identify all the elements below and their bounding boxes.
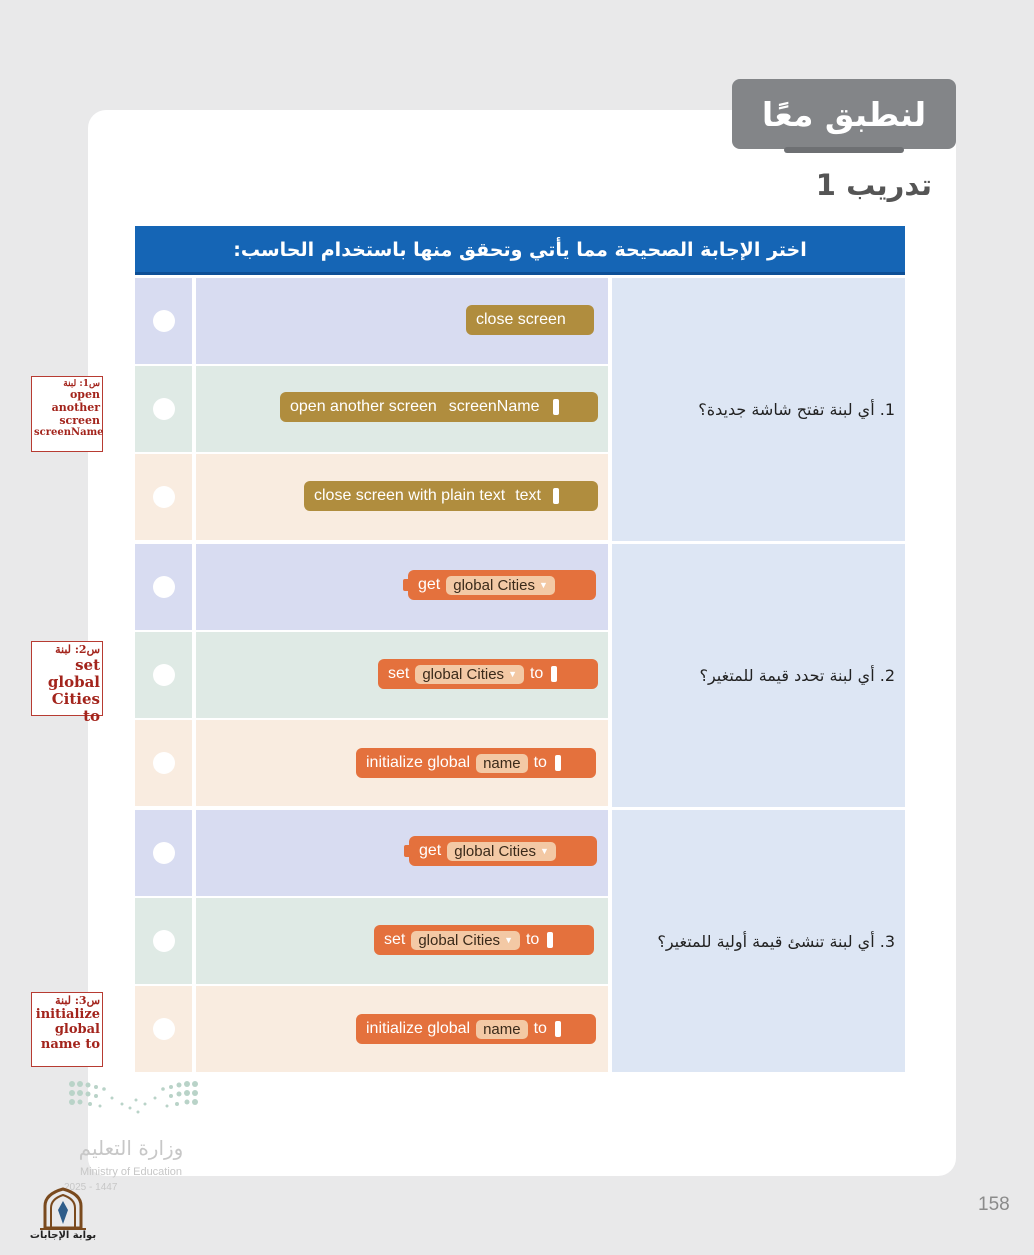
block-arg: screenName	[448, 398, 540, 415]
page-number: 158	[978, 1194, 1010, 1215]
q3-option-b-radio[interactable]	[135, 898, 192, 984]
ministry-logo	[60, 1078, 205, 1193]
note-line: Cities to	[51, 690, 100, 726]
q1-option-b	[196, 366, 608, 452]
dropdown-arrow-icon: ▼	[508, 669, 517, 679]
question-1-text: 1. أي لبنة تفتح شاشة جديدة؟	[698, 400, 895, 419]
note-line: name to	[40, 1036, 100, 1052]
variable-dropdown[interactable]	[447, 842, 556, 861]
socket-icon	[551, 666, 557, 682]
radio-circle[interactable]	[153, 310, 175, 332]
get-global-block	[408, 570, 596, 600]
socket-icon	[547, 932, 553, 948]
socket-icon	[553, 399, 559, 415]
get-global-block	[409, 836, 597, 866]
block-keyword: get	[419, 842, 442, 859]
variable-name: name	[483, 754, 521, 772]
portal-label: بوابة الإجابات	[29, 1230, 97, 1241]
q2-option-c	[196, 720, 608, 806]
set-global-block	[374, 925, 594, 955]
variable-name-field[interactable]	[476, 1020, 528, 1039]
note-line: another	[51, 400, 100, 414]
block-keyword: initialize global	[366, 1020, 471, 1037]
radio-circle[interactable]	[153, 486, 175, 508]
variable-name: name	[483, 1020, 521, 1038]
variable-dropdown[interactable]	[411, 931, 520, 950]
block-keyword: get	[418, 576, 441, 593]
note-line: open	[69, 388, 100, 402]
question-2-text: 2. أي لبنة تحدد قيمة للمتغير؟	[699, 666, 895, 685]
block-label: open another screen	[290, 398, 437, 415]
variable-dropdown[interactable]	[415, 665, 524, 684]
radio-circle[interactable]	[153, 576, 175, 598]
radio-circle[interactable]	[153, 752, 175, 774]
q3-option-a-radio[interactable]	[135, 810, 192, 896]
question-1-cell	[612, 278, 905, 541]
note-line: screen	[59, 413, 100, 427]
q3-option-c-radio[interactable]	[135, 986, 192, 1072]
note-line: initialize	[35, 1006, 100, 1022]
instruction-text: اختر الإجابة الصحيحة مما يأتي وتحقق منها باستخدام الحاسب:	[233, 239, 807, 261]
tab-underline	[784, 147, 904, 153]
q3-option-c	[196, 986, 608, 1072]
radio-circle[interactable]	[153, 1018, 175, 1040]
section-tab-label: لنطبق معًا	[761, 94, 927, 134]
q1-option-a-radio[interactable]	[135, 278, 192, 364]
initialize-global-block	[356, 1014, 596, 1044]
q3-option-b	[196, 898, 608, 984]
block-suffix: to	[533, 1020, 547, 1037]
portal-arch-icon	[28, 1186, 98, 1232]
q2-option-a	[196, 544, 608, 630]
q2-option-b	[196, 632, 608, 718]
socket-icon	[555, 755, 561, 771]
section-tab	[732, 79, 956, 149]
note-line: screenName	[34, 427, 104, 439]
q1-option-c	[196, 454, 608, 540]
q1-option-b-radio[interactable]	[135, 366, 192, 452]
initialize-global-block	[356, 748, 596, 778]
q2-option-b-radio[interactable]	[135, 632, 192, 718]
close-screen-block	[466, 305, 594, 335]
block-keyword: set	[388, 665, 410, 682]
instruction-header	[135, 226, 905, 274]
block-keyword: initialize global	[366, 754, 471, 771]
question-3-cell	[612, 810, 905, 1072]
socket-icon	[555, 1021, 561, 1037]
q2-option-c-radio[interactable]	[135, 720, 192, 806]
variable-name: global Cities	[454, 842, 536, 860]
note-label: س1: لبنة	[63, 379, 100, 389]
ministry-name-arabic: وزارة التعليم	[78, 1136, 184, 1160]
block-label: close screen with plain text	[314, 487, 506, 504]
open-another-screen-block	[280, 392, 598, 422]
note-label: س3: لبنة	[55, 994, 100, 1007]
variable-name: global Cities	[422, 665, 505, 683]
answer-note-1	[31, 376, 103, 452]
question-3-text: 3. أي لبنة تنشئ قيمة أولية للمتغير؟	[657, 931, 895, 951]
q1-option-c-radio[interactable]	[135, 454, 192, 540]
radio-circle[interactable]	[153, 398, 175, 420]
question-2-cell	[612, 544, 905, 807]
block-arg: text	[515, 487, 541, 504]
dropdown-arrow-icon: ▼	[539, 846, 549, 856]
socket-icon	[553, 488, 559, 504]
set-global-block	[378, 659, 598, 689]
variable-dropdown[interactable]	[446, 576, 555, 595]
block-label: close screen	[476, 311, 566, 328]
block-suffix: to	[533, 754, 547, 771]
answer-note-3	[31, 992, 103, 1067]
block-keyword: set	[384, 931, 406, 948]
q1-option-a	[196, 278, 608, 364]
radio-circle[interactable]	[153, 842, 175, 864]
answers-portal-logo	[28, 1186, 98, 1248]
q2-option-a-radio[interactable]	[135, 544, 192, 630]
block-suffix: to	[525, 931, 540, 948]
ministry-dots-icon	[66, 1078, 201, 1118]
note-line: global	[54, 1021, 100, 1037]
note-line: set global	[47, 655, 100, 691]
header-divider	[135, 272, 905, 275]
edition-year: 2025 - 1447	[64, 1182, 118, 1193]
block-suffix: to	[529, 665, 544, 682]
answer-note-2	[31, 641, 103, 726]
exercise-title: تدريب 1	[815, 168, 932, 202]
ministry-name-english: Ministry of Education	[79, 1166, 183, 1178]
note-label: س2: لبنة	[55, 643, 100, 656]
dropdown-arrow-icon: ▼	[538, 580, 548, 590]
dropdown-arrow-icon: ▼	[504, 935, 513, 945]
variable-name-field[interactable]	[476, 754, 528, 773]
radio-circle[interactable]	[153, 930, 175, 952]
radio-circle[interactable]	[153, 664, 175, 686]
close-screen-text-block	[304, 481, 598, 511]
variable-name: global Cities	[418, 931, 501, 949]
q3-option-a	[196, 810, 608, 896]
variable-name: global Cities	[453, 576, 535, 594]
